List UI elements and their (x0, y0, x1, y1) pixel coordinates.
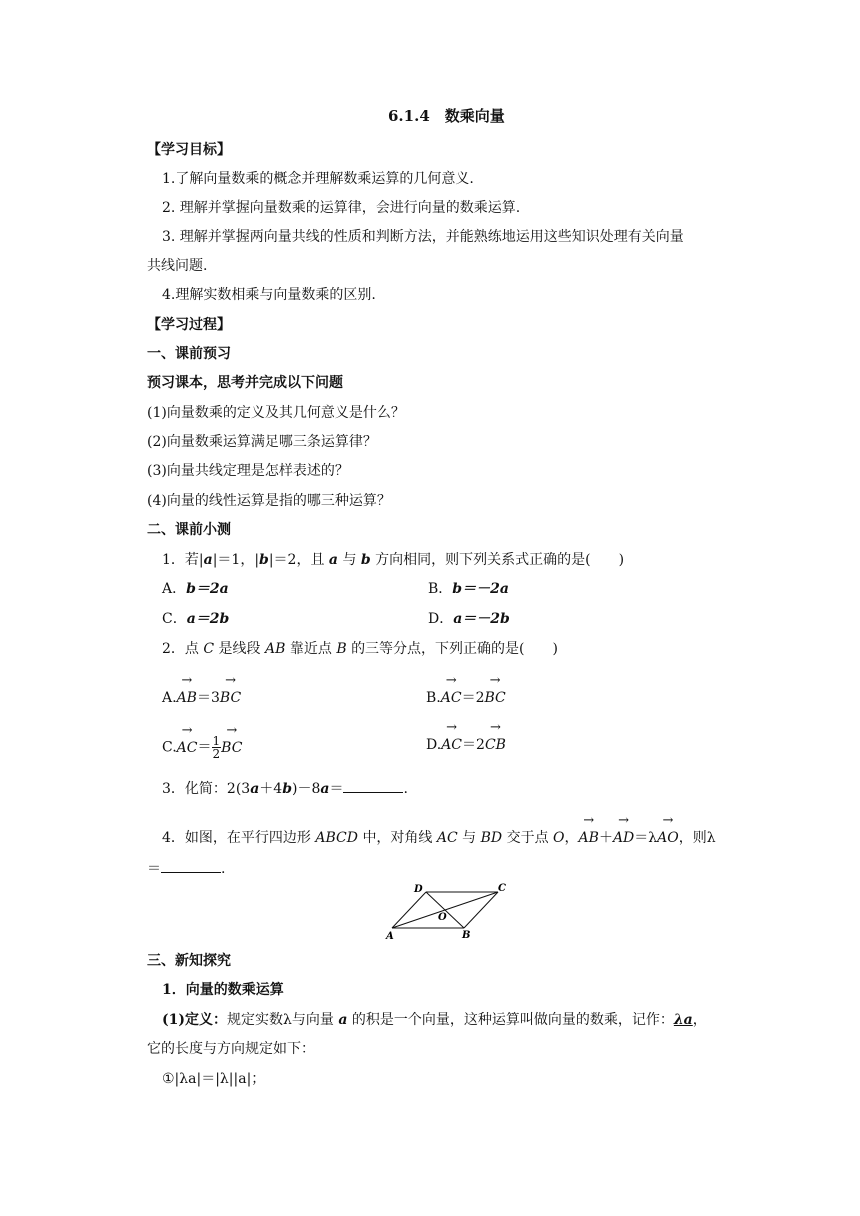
quiz-q1-option-d: D．a＝－2b (428, 611, 510, 627)
label-o: O (438, 912, 447, 923)
label-a: A (386, 931, 394, 942)
process-heading: 【学习过程】 (147, 317, 231, 333)
rule-1: ①|λa|＝|λ||a|； (162, 1071, 266, 1087)
subsection-scalar-mult: 1．向量的数乘运算 (162, 982, 284, 998)
preview-sub: 预习课本，思考并完成以下问题 (147, 375, 343, 391)
goal-3-cont: 共线问题. (147, 258, 208, 274)
label-c: C (498, 883, 506, 894)
goals-heading: 【学习目标】 (147, 142, 231, 158)
goal-3: 3. 理解并掌握两向量共线的性质和判断方法，并能熟练地运用这些知识处理有关向量 (162, 229, 684, 245)
quiz-q4-cont: ＝ . (147, 858, 225, 879)
question-3: (3)向量共线定理是怎样表述的？ (147, 463, 349, 479)
quiz-q1-option-b: B．b＝－2a (428, 581, 509, 597)
question-4: (4)向量的线性运算是指的哪三种运算？ (147, 493, 391, 509)
answer-blank-2[interactable] (161, 858, 221, 873)
label-d: D (414, 884, 423, 895)
question-2: (2)向量数乘运算满足哪三条运算律？ (147, 434, 377, 450)
quiz-q2-option-b: B.→ AC＝2→ BC (426, 688, 506, 708)
quiz-q1-option-c: C．a＝2b (162, 611, 230, 627)
quiz-q4: 4．如图，在平行四边形 ABCD 中，对角线 AC 与 BD 交于点 O，→ AB＋→ AD＝λ→ AO，则λ (162, 828, 716, 848)
quiz-q2-option-d: D.→ AC＝2→ CB (426, 735, 506, 755)
label-b: B (462, 930, 471, 941)
definition-line: (1)定义：规定实数λ与向量 a 的积是一个向量，这种运算叫做向量的数乘，记作：λa， (162, 1012, 707, 1028)
goal-2: 2. 理解并掌握向量数乘的运算律，会进行向量的数乘运算. (162, 200, 521, 216)
definition-line-2: 它的长度与方向规定如下： (147, 1041, 315, 1057)
answer-blank[interactable] (343, 778, 403, 793)
goal-4: 4.理解实数相乘与向量数乘的区别. (162, 287, 376, 303)
question-1: (1)向量数乘的定义及其几何意义是什么？ (147, 405, 405, 421)
section-preview: 一、课前预习 (147, 346, 231, 362)
quiz-q2-option-a: A.→ AB＝3→ BC (162, 688, 241, 708)
goal-1: 1.了解向量数乘的概念并理解数乘运算的几何意义. (162, 171, 474, 187)
section-new-knowledge: 三、新知探究 (147, 953, 231, 969)
quiz-q1-stem: 1．若|a|＝1，|b|＝2，且 a 与 b 方向相同，则下列关系式正确的是( ) (162, 552, 625, 568)
section-quiz: 二、课前小测 (147, 522, 231, 538)
page-title: 6.1.4 数乘向量 (388, 107, 505, 125)
quiz-q2-option-c: C.→ AC＝ $\frac{1}{2}$ → BC (162, 735, 242, 760)
quiz-q1-option-a: A．b＝2a (162, 581, 229, 597)
quiz-q2-stem: 2．点 C 是线段 AB 靠近点 B 的三等分点，下列正确的是( ) (162, 641, 558, 657)
quiz-q3: 3．化简：2(3a＋4b)－8a＝ . (162, 778, 408, 799)
parallelogram-figure (384, 880, 508, 942)
